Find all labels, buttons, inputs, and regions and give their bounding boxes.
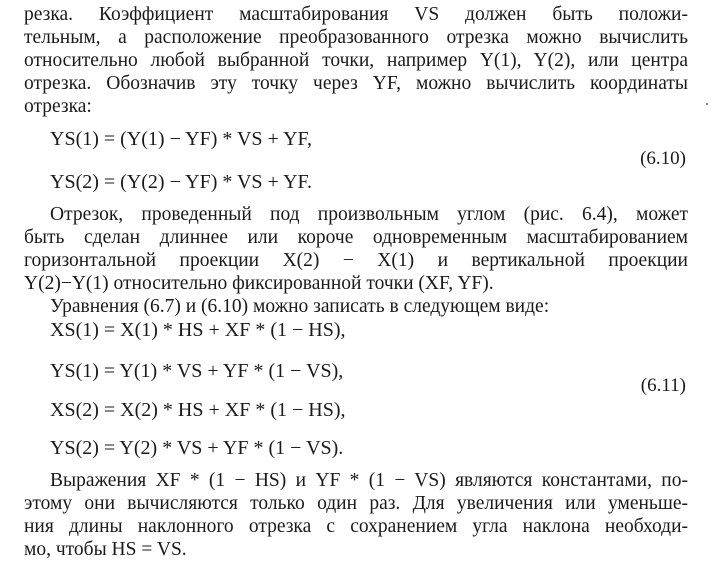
paragraph-1-line-3: относительно любой выбранной точки, например Y(1), Y(2), или центра [24,50,688,71]
equation-6-11-line-3: XS(2) = X(2) * HS + XF * (1 − HS), [50,399,346,421]
equation-6-11-line-1: XS(1) = X(1) * HS + XF * (1 − HS), [50,319,346,341]
paragraph-1-line-2: тельным, а расположение преобразованного отрезка можно вычислить [24,27,688,48]
margin-dot [706,103,708,105]
paragraph-1-line-4: отрезка. Обозначив эту точку через YF, можно вычислить координаты [24,73,688,94]
paragraph-3-line-1: Выражения XF * (1 − HS) и YF * (1 − VS) являются константами, по- [50,470,688,491]
paragraph-1-line-5: отрезка: [24,96,92,117]
equation-6-11-line-2: YS(1) = Y(1) * VS + YF * (1 − VS), [50,360,344,382]
paragraph-3-line-3: ния длины наклонного отрезка с сохранением угла наклона необходи- [24,516,688,537]
paragraph-3-line-4: мо, чтобы HS = VS. [24,539,187,560]
equation-number-6-10: (6.10) [640,148,686,169]
paragraph-2-line-3: горизонтальной проекции X(2) − X(1) и вертикальной проекции [24,250,688,271]
paragraph-2-line-2: быть сделан длиннее или короче одновременным масштабированием [24,227,688,248]
equation-6-10-line-2: YS(2) = (Y(2) − YF) * VS + YF. [50,171,313,193]
equation-number-6-11: (6.11) [640,375,686,396]
paragraph-1-line-1: резка. Коэффициент масштабирования VS должен быть положи- [24,4,688,25]
equation-6-11-line-4: YS(2) = Y(2) * VS + YF * (1 − VS). [50,437,344,459]
equation-6-10-line-1: YS(1) = (Y(1) − YF) * VS + YF, [50,128,313,150]
paragraph-2-line-5: Уравнения (6.7) и (6.10) можно записать в следующем виде: [50,296,550,317]
paragraph-2-line-1: Отрезок, проведенный под произвольным углом (рис. 6.4), может [50,204,688,225]
paragraph-2-line-4: Y(2)−Y(1) относительно фиксированной точки (XF, YF). [24,273,494,294]
paragraph-3-line-2: этому они вычисляются только один раз. Для увеличения или уменьше- [24,493,688,514]
